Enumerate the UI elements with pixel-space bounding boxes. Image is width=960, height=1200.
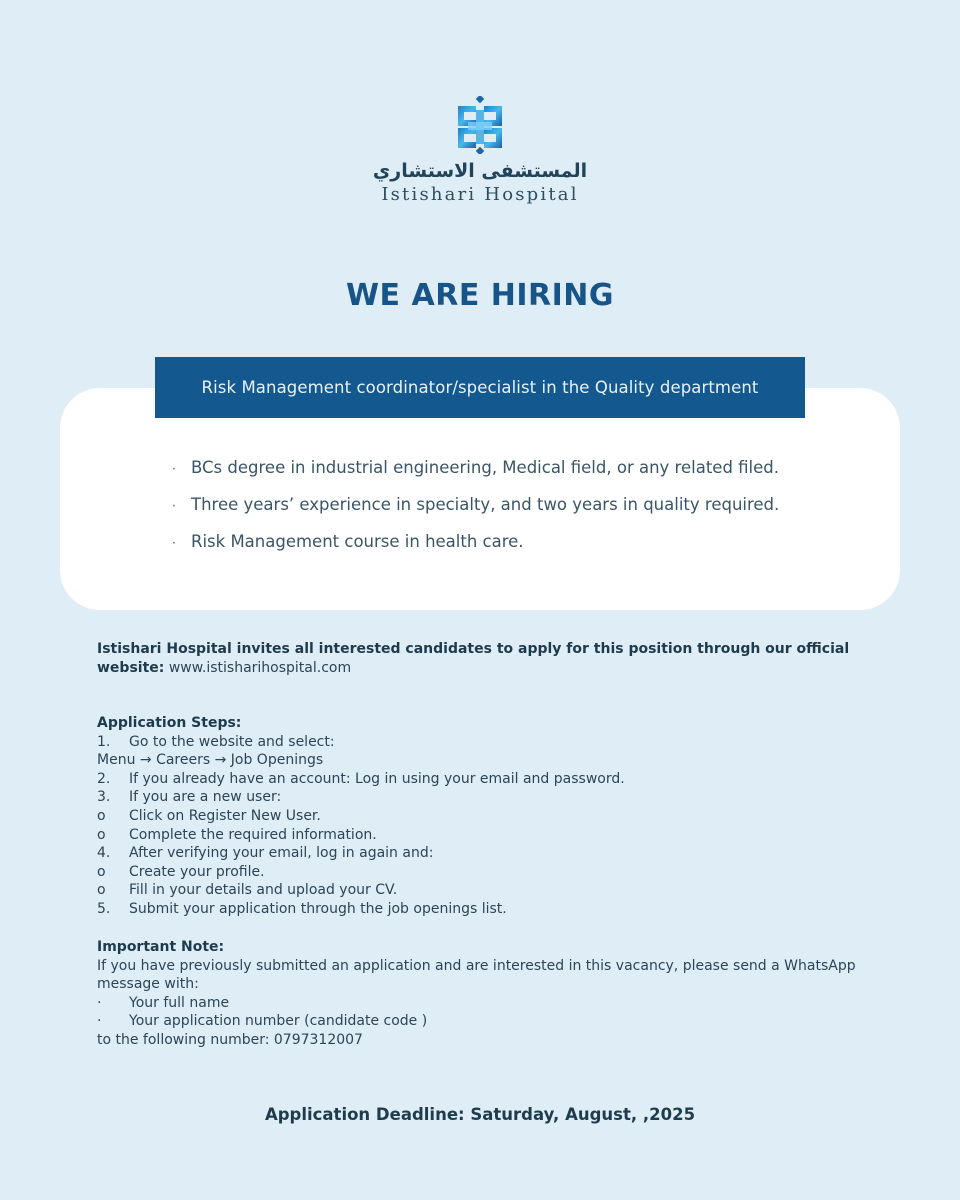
application-steps-title: Application Steps: (97, 715, 242, 731)
requirement-text: BCs degree in industrial engineering, Medical field, or any related filed. (191, 458, 780, 477)
step-item (97, 844, 877, 863)
requirement-item (172, 458, 779, 495)
step-marker: 5. (97, 900, 111, 917)
note-item-text: Your full name (129, 994, 230, 1011)
step-item (97, 863, 877, 882)
istishari-logo-mark-icon (454, 96, 506, 154)
step-text: Create your profile. (129, 863, 265, 880)
application-steps (97, 714, 877, 919)
step-text: Complete the required information. (129, 826, 377, 843)
step-item (97, 881, 877, 900)
requirement-item (172, 532, 779, 569)
step-marker: 3. (97, 789, 111, 806)
step-item (97, 900, 877, 919)
note-item-text: Your application number (candidate code ) (129, 1013, 428, 1030)
step-item (97, 788, 877, 807)
step-text: If you are a new user: (129, 789, 282, 806)
step-marker: o (97, 826, 106, 843)
step-marker: 4. (97, 845, 111, 862)
step-text: Go to the website and select: (129, 733, 335, 750)
step-item (97, 807, 877, 826)
step-item (97, 751, 877, 770)
step-marker: 1. (97, 733, 111, 750)
logo-english-name: Istishari Hospital (381, 184, 579, 205)
requirement-item (172, 495, 779, 532)
requirement-text: Risk Management course in health care. (191, 532, 524, 551)
intro-bold-text: Istishari Hospital invites all interested candidates to apply for this position through our official website: (97, 641, 850, 676)
requirement-text: Three years’ experience in specialty, and two years in quality required. (191, 495, 780, 514)
step-text: Menu → Careers → Job Openings (97, 752, 324, 769)
step-marker: 2. (97, 770, 111, 787)
note-item (97, 994, 877, 1013)
step-item (97, 770, 877, 789)
note-item (97, 1012, 877, 1031)
step-text: Fill in your details and upload your CV. (129, 882, 398, 899)
step-text: After verifying your email, log in again and: (129, 845, 434, 862)
position-title-banner: Risk Management coordinator/specialist in the Quality department (155, 357, 805, 418)
bullet-icon: · (172, 536, 176, 550)
bullet-icon: · (172, 462, 176, 476)
bullet-icon: · (97, 1013, 102, 1030)
website-link[interactable]: www.istisharihospital.com (168, 659, 352, 676)
step-marker: o (97, 807, 106, 824)
application-deadline: Application Deadline: Saturday, August, ,2025 (264, 1105, 696, 1124)
hospital-logo (0, 96, 960, 205)
step-text: Click on Register New User. (129, 807, 321, 824)
intro-paragraph (97, 640, 877, 677)
step-marker: o (97, 882, 106, 899)
bullet-icon: · (172, 499, 176, 513)
step-item (97, 733, 877, 752)
step-text: Submit your application through the job openings list. (129, 900, 507, 917)
requirements-list (172, 458, 779, 569)
important-note-text: If you have previously submitted an application and are interested in this vacancy, please send a WhatsApp message with: (97, 957, 856, 993)
step-item (97, 826, 877, 845)
page-title: WE ARE HIRING (345, 278, 615, 313)
logo-arabic-name: المستشفى الاستشاري (372, 160, 588, 182)
important-note (97, 938, 877, 1050)
bullet-icon: · (97, 994, 102, 1011)
whatsapp-number-text: to the following number: 0797312007 (97, 1031, 363, 1048)
step-marker: o (97, 863, 106, 880)
step-text: If you already have an account: Log in using your email and password. (129, 770, 625, 787)
important-note-title: Important Note: (97, 939, 225, 955)
